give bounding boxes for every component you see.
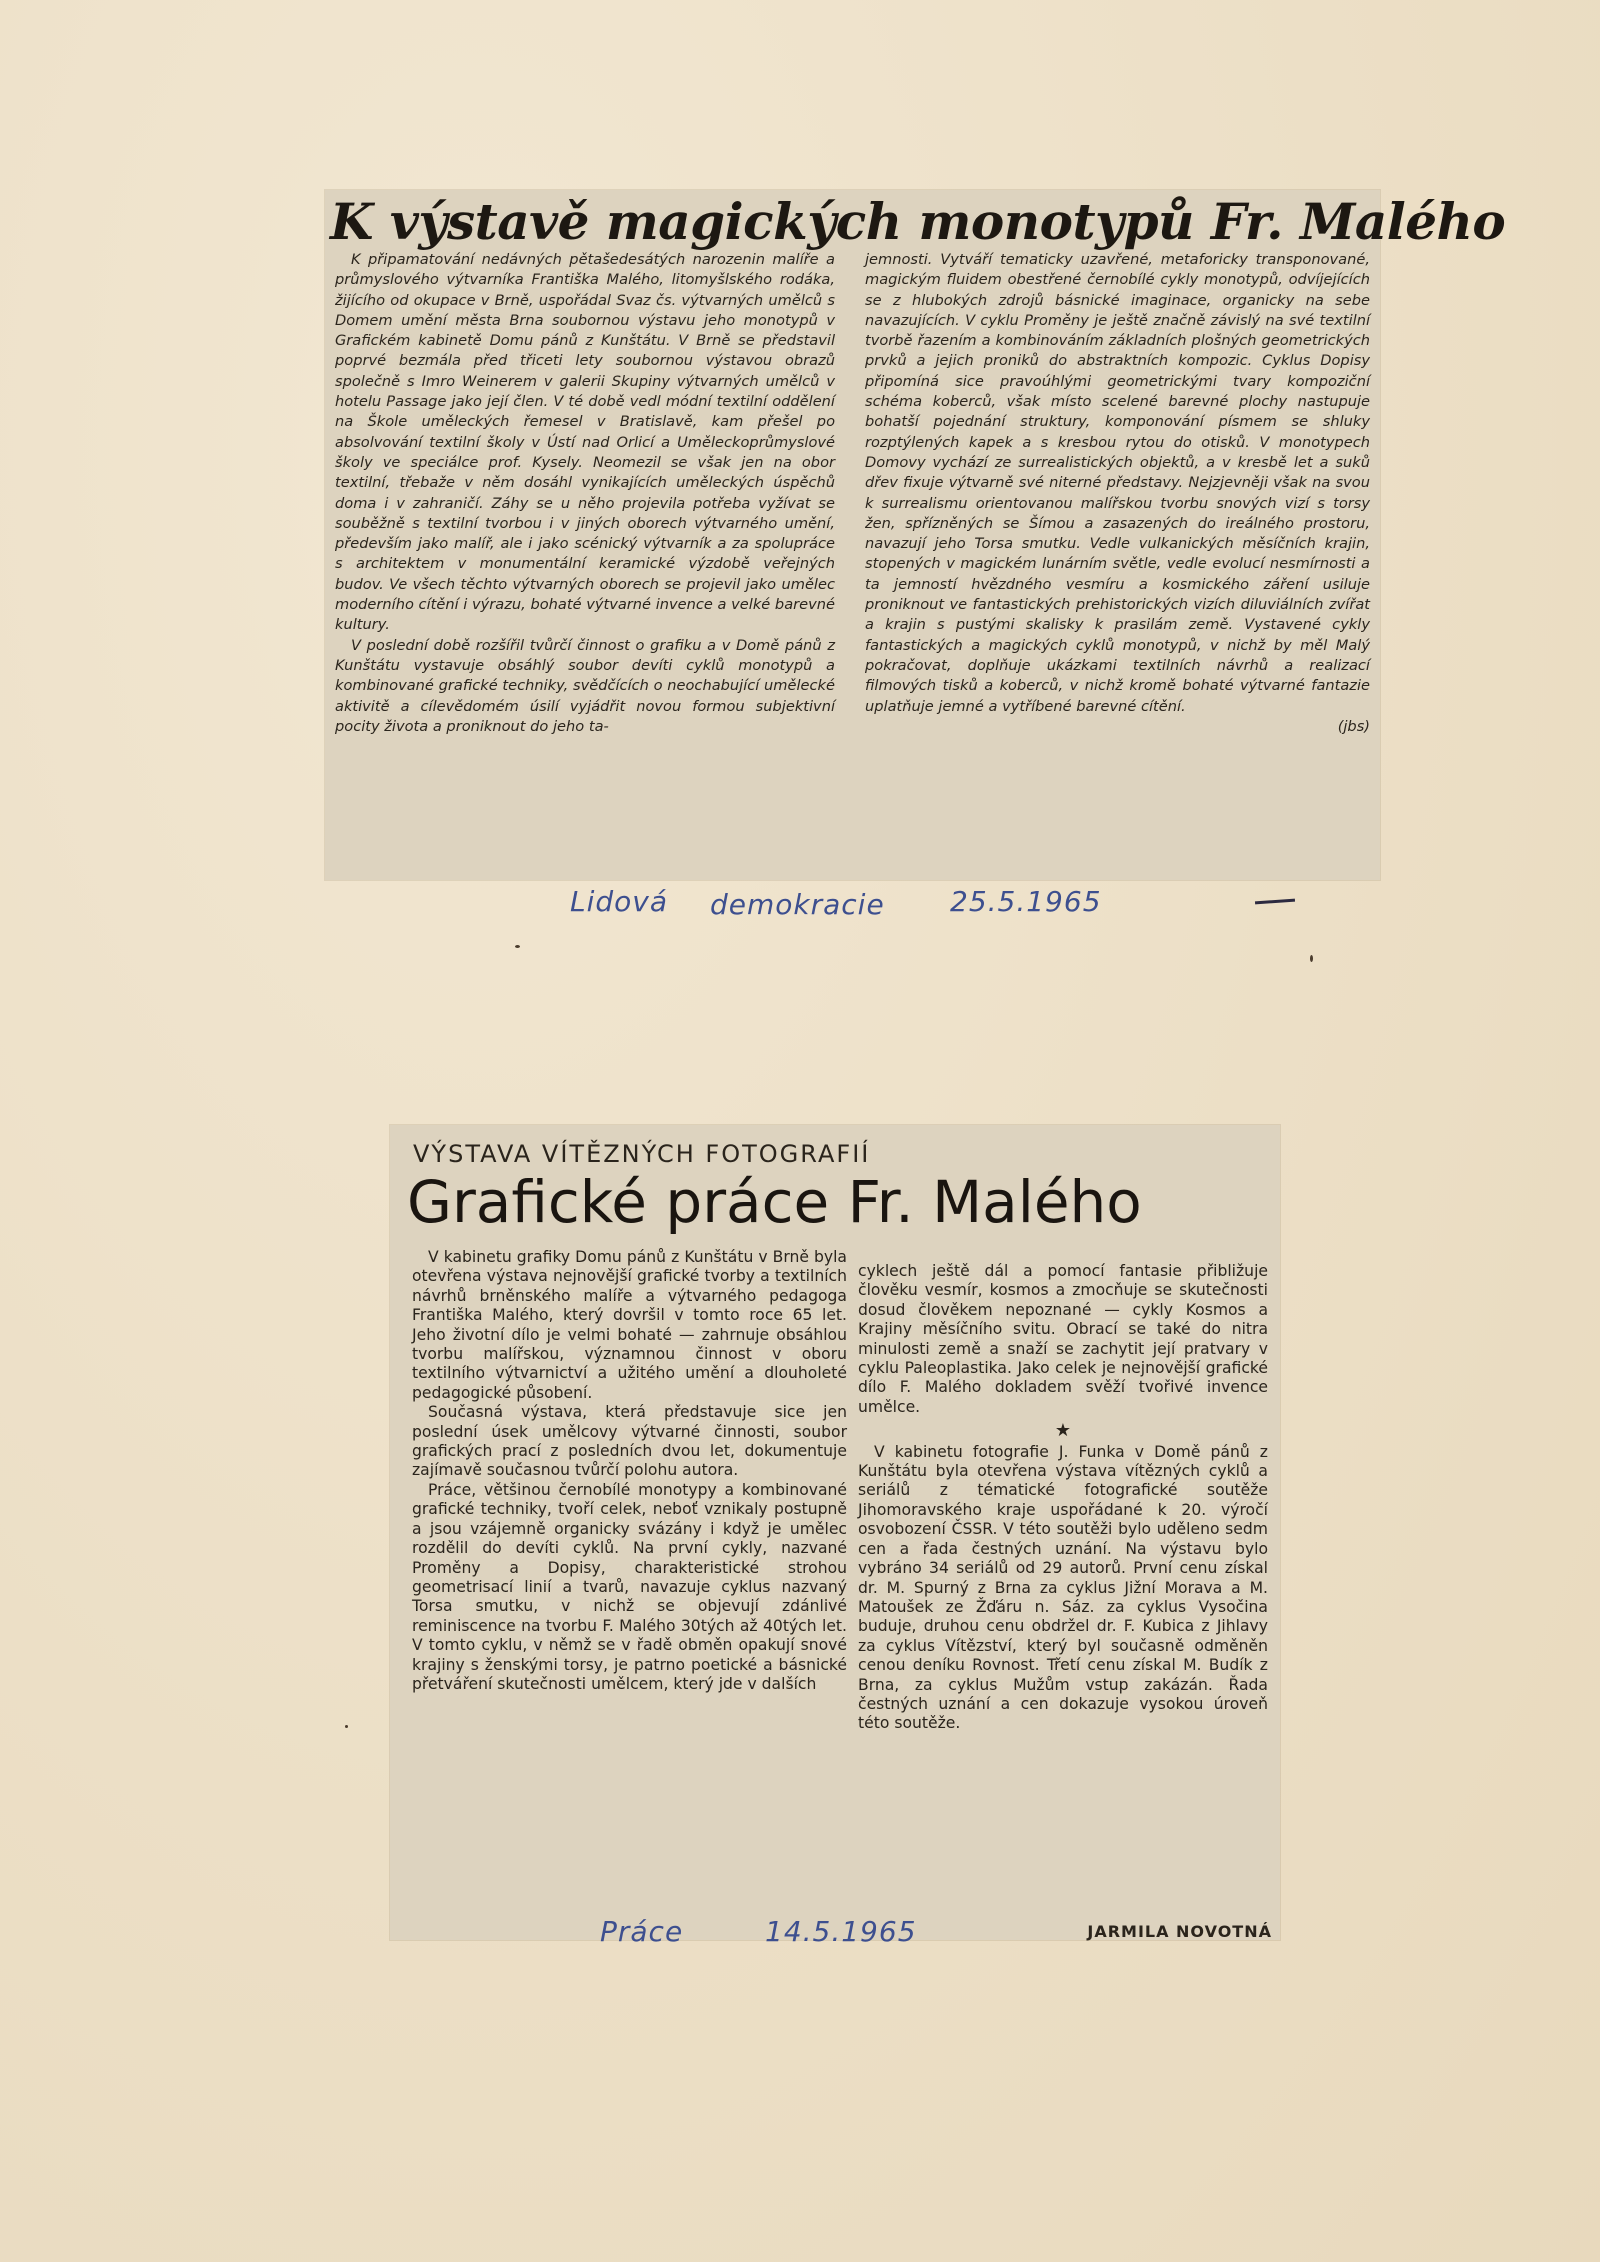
handwritten-source-name: Lidová	[570, 885, 669, 918]
article1-byline: (jbs)	[1337, 717, 1370, 735]
handwritten-source-name: demokracie	[710, 888, 885, 921]
handwritten-date: 14.5.1965	[765, 1915, 917, 1948]
article1-column-right	[865, 250, 1370, 875]
article1-column-left	[335, 250, 835, 860]
article2-paragraph: Práce, většinou černobílé monotypy a kombinované grafické techniky, tvoří celek, neboť vznikaly postupně a jsou vzájemně organicky svázány i když je umělec rozdělil do devíti cyklů. Na první cykly, nazvané Proměny a Dopisy, charakteristické strohou geometrisací linií a tvarů, navazuje cyklus nazvaný Torsa smutku, v nichž se objevují zdánlivé reminiscence na tvorbu F. Malého 30tých až 40tých let. V tomto cyklu, v němž se v řadě obměn opakují snové krajiny s ženskými torsy, je patrno poetické a básnické přetváření skutečnosti umělcem, který jde v dalších	[412, 1480, 847, 1693]
article1-paragraph: V poslední době rozšířil tvůrčí činnost o grafiku a v Domě pánů z Kunštátu vystavuje obsáhlý soubor devíti cyklů monotypů a kombinované grafické techniky, svědčících o neochabující umělecké aktivitě a cílevědomém úsilí vyjádřit novou formou subjektivní pocity života a proniknout do jeho ta-	[335, 636, 835, 735]
article2-paragraph: cyklech ještě dál a pomocí fantasie přibližuje člověku vesmír, kosmos a zmocňuje se skutečnosti dosud člověkem nepoznané — cykly Kosmos a Krajiny měsíčního svitu. Obrací se také do nitra minulosti země a snaží se zachytit její pratvary v cyklu Paleoplastika. Jako celek je nejnovější grafické dílo F. Malého dokladem svěží tvořivé invence umělce.	[858, 1262, 1268, 1416]
handwritten-date: 25.5.1965	[950, 885, 1102, 918]
paper-speck	[345, 1725, 348, 1728]
article2-paragraph: V kabinetu fotografie J. Funka v Domě pánů z Kunštátu byla otevřena výstava vítězných cyklů a seriálů z tématické fotografické soutěže Jihomoravského kraje uspořádané k 20. výročí osvobození ČSSR. V této soutěži bylo uděleno sedm cen a řada čestných uznání. Na výstavu bylo vybráno 34 seriálů od 29 autorů. První cenu získal dr. M. Spurný z Brna za cyklus Jižní Morava a M. Matoušek ze Žďáru n. Sáz. za cyklus Vysočina buduje, druhou cenu obdržel dr. F. Kubica z Jihlavy za cyklus Vítězství, který byl současně odměněn cenou deníku Rovnost. Třetí cenu získal M. Budík z Brna, za cyklus Mužům vstup zakázán. Řada čestných uznání a cen dokazuje vysokou úroveň této soutěže.	[858, 1442, 1268, 1733]
article2-byline: JARMILA NOVOTNÁ	[1087, 1922, 1272, 1941]
article2-kicker: VÝSTAVA VÍTĚZNÝCH FOTOGRAFIÍ	[413, 1140, 871, 1168]
article1-paragraph: K připamatování nedávných pětašedesátých narozenin malíře a průmyslového výtvarníka Františka Malého, litomyšlského rodáka, žijícího od okupace v Brně, uspořádal Svaz čs. výtvarných umělců s Domem umění města Brna soubornou výstavu jeho monotypů v Grafickém kabinetě Domu pánů z Kunštátu. V Brně se představil poprvé bezmála před třiceti lety soubornou výstavou obrazů společně s Imro Weinerem v galerii Skupiny výtvarných umělců v hotelu Passage jako její člen. V té době vedl módní textilní oddělení na Škole uměleckých řemesel v Bratislavě, kam přešel po absolvování textilní školy v Ústí nad Orlicí a Uměleckoprůmyslové školy ve speciálce prof. Kysely. Neomezil se však jen na obor textilní, třebaže v něm dosáhl vynikajících uměleckých úspěchů doma i v zahraničí. Záhy se u něho projevila potřeba vyžívat se souběžně s textilní tvorbou i v jiných oborech výtvarného umění, především jako malíř, ale i jako scénický výtvarník a za spolupráce s architektem v monumentální keramické výzdobě veřejných budov. Ve všech těchto výtvarných oborech se projevil jako umělec moderního cítění i výrazu, bohaté výtvarné invence a velké barevné kultury.	[335, 251, 835, 634]
article2-title: Grafické práce Fr. Malého	[407, 1168, 1142, 1236]
article2-column-right	[858, 1262, 1268, 1907]
handwritten-source-name: Práce	[600, 1915, 684, 1948]
article2-column-left	[412, 1248, 847, 1933]
article2-paragraph: Současná výstava, která představuje sice jen poslední úsek umělcovy výtvarné činnosti, soubor grafických prací z posledních dvou let, dokumentuje zajímavě současnou tvůrčí polohu autora.	[412, 1403, 847, 1480]
article1-paragraph: jemnosti. Vytváří tematicky uzavřené, metaforicky transponované, magickým fluidem obestřené černobílé cykly monotypů, odvíjejících se z hlubokých zdrojů básnické imaginace, organicky na sebe navazujících. V cyklu Proměny je ještě značně závislý na své textilní tvorbě řazením a kombinováním základních plošných geometrických prvků a jejich proniků do abstraktních kompozic. Cyklus Dopisy připomíná sice pravoúhlými geometrickými tvary kompoziční schéma koberců, však místo scelené barevné plochy nastupuje bohatší pojednání struktury, komponování písmem se shluky rozptýlených kapek a s kresbou rytou do otisků. V monotypech Domovy vychází ze surrealistických objektů, a v kresbě let a suků dřev fixuje výtvarně své niterné představy. Nejzjevněji však na svou k surrealismu orientovanou malířskou tvorbu snových vizí s torsy žen, spřízněných se Šímou a zasazených do ireálného prostoru, navazují jeho Torsa smutku. Vedle vulkanických měsíčních krajin, stopených v magickém lunárním světle, vedle evolucí nesmírnosti a ta jemností hvězdného vesmíru a kosmického záření usiluje proniknout ve fantastických prehistorických vizích diluviálních zvířat a krajin s pustými skalisky k prasilám země. Vystavené cykly fantastických a magických cyklů monotypů, v nichž by měl Malý pokračovat, doplňuje ukázkami textilních návrhů a realizací filmových tisků a koberců, v nichž kromě bohaté výtvarné fantazie uplatňuje jemné a vytříbené barevné cítění.	[865, 251, 1370, 715]
article1-title: K výstavě magických monotypů Fr. Malého	[330, 192, 1506, 251]
star-separator-icon: ★	[1054, 1420, 1072, 1442]
paper-speck	[1310, 955, 1313, 962]
paper-speck	[515, 945, 520, 948]
article2-paragraph: V kabinetu grafiky Domu pánů z Kunštátu v Brně byla otevřena výstava nejnovější grafické tvorby a textilních návrhů brněnského malíře a výtvarného pedagoga Františka Malého, který dovršil v tomto roce 65 let. Jeho životní dílo je velmi bohaté — zahrnuje obsáhlou tvorbu malířskou, významnou činnost v oboru textilního výtvarnictví a užitého umění a dlouholeté pedagogické působení.	[412, 1248, 847, 1402]
